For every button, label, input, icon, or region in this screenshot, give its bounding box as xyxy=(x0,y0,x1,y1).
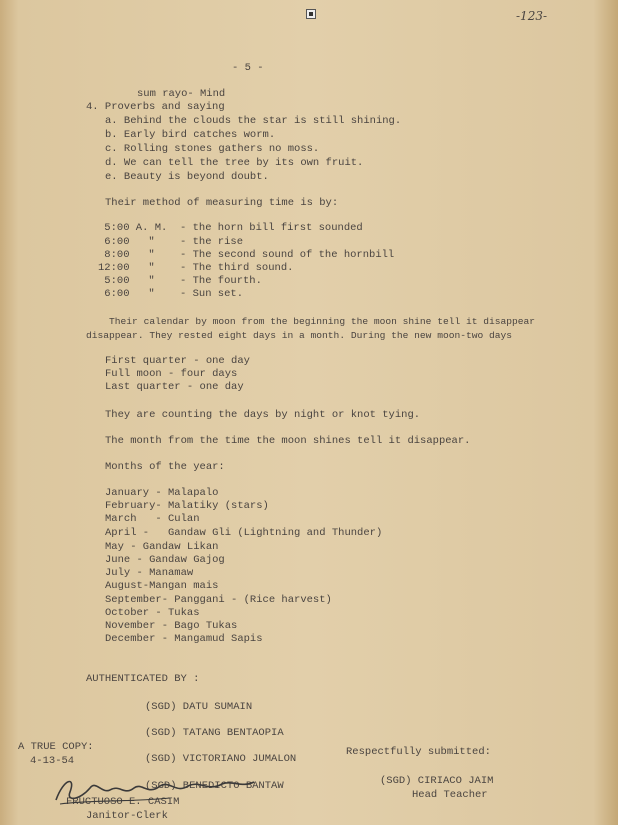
calendar-line-2: disappear. They rested eight days in a month. During the new moon-two days xyxy=(86,330,513,341)
scan-marker-icon xyxy=(306,9,316,19)
signer-line: (SGD) TATANG BENTAOPIA xyxy=(145,727,284,739)
month-item: November - Bago Tukas xyxy=(105,620,238,632)
months-heading: Months of the year: xyxy=(105,461,225,473)
counting-line: They are counting the days by night or knot tying. xyxy=(105,409,421,421)
quarter-item: Last quarter - one day xyxy=(105,381,244,393)
month-item: December - Mangamud Sapis xyxy=(105,633,263,645)
month-item: April - Gandaw Gli (Lightning and Thunder) xyxy=(105,527,383,539)
handwritten-signature xyxy=(50,770,260,810)
time-row-time: 6:00 " xyxy=(98,288,155,300)
authenticated-heading: AUTHENTICATED BY : xyxy=(86,673,200,685)
quarter-item: Full moon - four days xyxy=(105,368,238,380)
folio-number: -123- xyxy=(516,9,548,23)
proverb-item: d. We can tell the tree by its own fruit. xyxy=(105,157,364,169)
month-item: June - Gandaw Gajog xyxy=(105,554,225,566)
month-item: May - Gandaw Likan xyxy=(105,541,219,553)
month-line: The month from the time the moon shines tell it disappear. xyxy=(105,435,471,447)
submitter-name: (SGD) CIRIACO JAIM xyxy=(380,775,494,787)
month-item: July - Manamaw xyxy=(105,567,194,579)
time-row-time: 5:00 " xyxy=(98,275,155,287)
signer-line: (SGD) BENEDICTO BANTAW xyxy=(145,780,284,792)
time-row-time: 8:00 " xyxy=(98,249,155,261)
month-item: August-Mangan mais xyxy=(105,580,219,592)
signer-line: (SGD) VICTORIANO JUMALON xyxy=(145,753,297,765)
list-top-line: sum rayo- Mind xyxy=(137,88,226,100)
respectfully-submitted: Respectfully submitted: xyxy=(346,746,491,758)
true-copy-date: 4-13-54 xyxy=(30,755,75,767)
calendar-line-1: Their calendar by moon from the beginning the moon shine tell it disappear xyxy=(86,316,536,327)
clerk-name: FRUCTUOSO E. CASIM xyxy=(66,796,180,808)
time-row-desc: - The third sound. xyxy=(180,262,294,274)
proverb-item: a. Behind the clouds the star is still shining. xyxy=(105,115,402,127)
time-row-desc: - the horn bill first sounded xyxy=(180,222,363,234)
month-item: January - Malapalo xyxy=(105,487,219,499)
time-row-time: 6:00 " xyxy=(98,236,155,248)
signer-line: (SGD) DATU SUMAIN xyxy=(145,701,253,713)
proverbs-heading: 4. Proverbs and saying xyxy=(86,101,225,113)
time-row-desc: - Sun set. xyxy=(180,288,244,300)
proverb-item: b. Early bird catches worm. xyxy=(105,129,276,141)
submitter-title: Head Teacher xyxy=(412,789,488,801)
clerk-title: Janitor-Clerk xyxy=(86,810,168,822)
month-item: February- Malatiky (stars) xyxy=(105,500,269,512)
time-row-time: 12:00 " xyxy=(98,262,155,274)
time-row-desc: - The fourth. xyxy=(180,275,262,287)
month-item: October - Tukas xyxy=(105,607,200,619)
time-row-desc: - The second sound of the hornbill xyxy=(180,249,395,261)
month-item: September- Panggani - (Rice harvest) xyxy=(105,594,332,606)
month-item: March - Culan xyxy=(105,513,200,525)
page-number: - 5 - xyxy=(232,62,264,74)
time-row-desc: - the rise xyxy=(180,236,244,248)
time-intro: Their method of measuring time is by: xyxy=(105,197,339,209)
true-copy-label: A TRUE COPY: xyxy=(18,741,94,753)
proverb-item: c. Rolling stones gathers no moss. xyxy=(105,143,320,155)
quarter-item: First quarter - one day xyxy=(105,355,250,367)
time-row-time: 5:00 A. M. xyxy=(98,222,168,234)
proverb-item: e. Beauty is beyond doubt. xyxy=(105,171,269,183)
